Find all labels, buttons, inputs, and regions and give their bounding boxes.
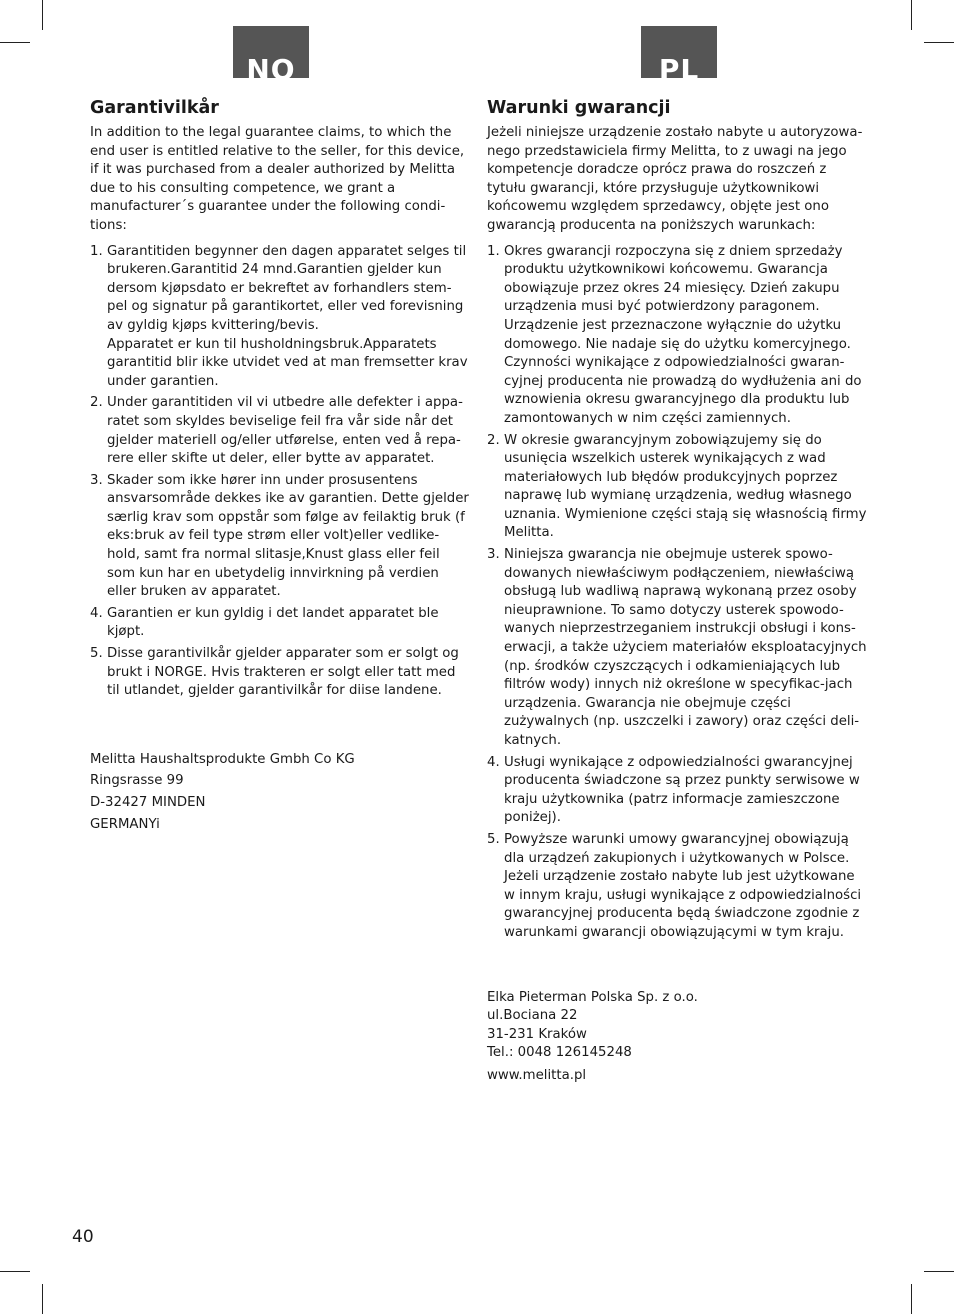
crop-mark (911, 0, 912, 30)
warranty-column-pl (487, 96, 869, 1086)
list-text: Powyższe warunki umowy gwarancyjnej obowiązują dla urządzeń zakupionych i użytkowanych w Polsce. Jeżeli urządzenie zostało nabyte lub jest użytkowane w innym kraju, usługi wynikające z odpowiedzialności gwarancyjnej producenta będą świadczone zgodnie z warunkami gwarancji obowiązującymi w tym kraju. (504, 831, 862, 940)
crop-mark (924, 42, 954, 43)
list-item (90, 243, 470, 392)
address-line: D-32427 MINDEN (90, 795, 206, 810)
address-line: GERMANYi (90, 816, 160, 832)
list-text: Apparatet er kun til husholdningsbruk.Apparatets garantitid blir ikke utvidet ved at man fremsetter krav under garantien. (107, 336, 468, 389)
intro-paragraph: Jeżeli niniejsze urządzenie zostało nabyte u autoryzowa-nego przedstawiciela firmy Melitta, to z uwagi na jego kompetencje doradcze oprócz prawa do roszczeń z tytułu gwarancji, które przysługuje użytkownikowi końcowemu względem sprzedawcy, objęte jest ono gwarancją producenta na poniższych warunkach: (487, 125, 863, 233)
list-number: 5. (487, 831, 500, 847)
list-number: 1. (90, 243, 103, 259)
address-line: ul.Bociana 22 (487, 1008, 578, 1024)
crop-mark (0, 42, 30, 43)
list-number: 5. (90, 646, 103, 662)
language-tab-no (233, 26, 309, 78)
list-item (487, 432, 869, 544)
list-text: Okres gwarancji rozpoczyna się z dniem sprzedaży produktu użytkownikowi końcowemu. Gwarancja obowiązuje przez okres 24 miesięcy. Dzień zakupu urządzenia musi być potwierdzony paragonem. Urządzenie jest przeznaczone wyłącznie do użytku domowego. Nie nadaje się do użytku komercyjnego. Czynności wynikające z odpowiedzialności gwaran-cyjnej producenta nie prowadzą do wydłużenia ani do wznowienia okresu gwarancyjnego dla produktu lub zamontowanych w nim części zamiennych. (504, 243, 862, 426)
list-item (90, 645, 470, 701)
address-line: Melitta Haushaltsprodukte Gmbh Co KG (90, 751, 355, 767)
crop-mark (42, 1284, 43, 1314)
service-address (487, 989, 869, 1086)
list-item (487, 243, 869, 429)
address-line: Ringsrasse 99 (90, 773, 184, 789)
intro-paragraph: In addition to the legal guarantee claims, to which the end user is entitled relative to the seller, for this device, if it was purchased from a dealer authorized by Melitta due to his consulting competence, we grant a manufacturer´s guarantee under the following condi-tions: (90, 125, 465, 233)
list-number: 2. (487, 432, 500, 448)
list-text: Garantitiden begynner den dagen apparatet selges til brukeren.Garantitid 24 mnd.Garantien gjelder kun dersom kjøpsdato er bekreftet av forhandlers stem-pel og signatur på garantikortet, eller ved forevisning av gyldig kjøps kvittering/bevis. (107, 243, 467, 333)
list-item (487, 546, 869, 751)
list-number: 4. (90, 605, 103, 621)
warranty-column-no (90, 96, 470, 835)
website-link[interactable]: www.melitta.pl (487, 1067, 587, 1083)
list-number: 4. (487, 754, 500, 770)
crop-mark (911, 1284, 912, 1314)
conditions-list (487, 243, 869, 943)
list-text: Garantien er kun gyldig i det landet apparatet ble kjøpt. (107, 605, 439, 640)
manufacturer-address (90, 749, 470, 835)
language-tab-label: PL (658, 53, 700, 78)
list-text: Under garantitiden vil vi utbedre alle defekter i appa-ratet som skyldes beviselige feil fra vår side når det gjelder materiell og/eller utførelse, enten ved å repa-rere eller skifte ut deler, eller bytte av apparatet. (107, 395, 463, 467)
list-text: Usługi wynikające z odpowiedzialności gwarancyjnej producenta świadczone są przez punkty serwisowe w kraju użytkownika (patrz informacje zamieszczone poniżej). (504, 754, 860, 826)
list-item (90, 394, 470, 468)
crop-mark (42, 0, 43, 30)
conditions-list (90, 243, 470, 701)
list-text: W okresie gwarancyjnym zobowiązujemy się do usunięcia wszelkich usterek wynikających z wad materiałowych lub błędów produkcyjnych poprzez naprawę lub wymianę urządzenia, według własnego uznania. Wymienione części stają się własnością firmy Melitta. (504, 432, 867, 541)
page-number: 40 (72, 1227, 94, 1247)
list-number: 3. (487, 547, 500, 563)
list-item (487, 831, 869, 943)
crop-mark (924, 1271, 954, 1272)
list-text: Disse garantivilkår gjelder apparater som er solgt og brukt i NORGE. Hvis trakteren er solgt eller tatt med til utlandet, gjelder garantivilkår for diise landene. (107, 646, 459, 699)
list-item (90, 605, 470, 642)
list-number: 3. (90, 472, 103, 488)
address-line: Tel.: 0048 126145248 (487, 1045, 632, 1061)
language-tab-pl (641, 26, 717, 78)
language-tab-label: NO (246, 53, 296, 78)
list-number: 1. (487, 243, 500, 259)
address-line: 31-231 Kraków (487, 1026, 587, 1042)
list-item (90, 472, 470, 602)
address-line: Elka Pieterman Polska Sp. z o.o. (487, 989, 698, 1005)
list-item (487, 754, 869, 828)
section-title: Warunki gwarancji (487, 98, 671, 118)
section-title: Garantivilkår (90, 98, 219, 118)
crop-mark (0, 1271, 30, 1272)
list-number: 2. (90, 395, 103, 411)
list-text: Niniejsza gwarancja nie obejmuje usterek spowo-dowanych niewłaściwym podłączeniem, niewłaściwą obsługą lub wadliwą naprawą wykonaną przez osoby nieuprawnione. To samo dotyczy usterek spowodo-wanych nieprzestrzeganiem instrukcji obsługi i kons-erwacji, a także użyciem materiałów eksploatacyjnych (np. środków czyszczących i odkamieniających lub filtrów wody) innych niż określone w specyfikac-jach urządzenia. Gwarancja nie obejmuje części zużywalnych (np. uszczelki i zawory) oraz części deli-katnych. (504, 547, 867, 748)
list-text: Skader som ikke hører inn under prosusentens ansvarsområde dekkes ike av garantien. Dette gjelder særlig krav som oppstår som følge av feilaktig bruk (f eks:bruk av feil type strøm eller volt)eller vedlike-hold, samt fra normal slitasje,Knust glass eller feil som kun har en ubetydelig innvirkning på verdien eller bruken av apparatet. (107, 472, 469, 600)
